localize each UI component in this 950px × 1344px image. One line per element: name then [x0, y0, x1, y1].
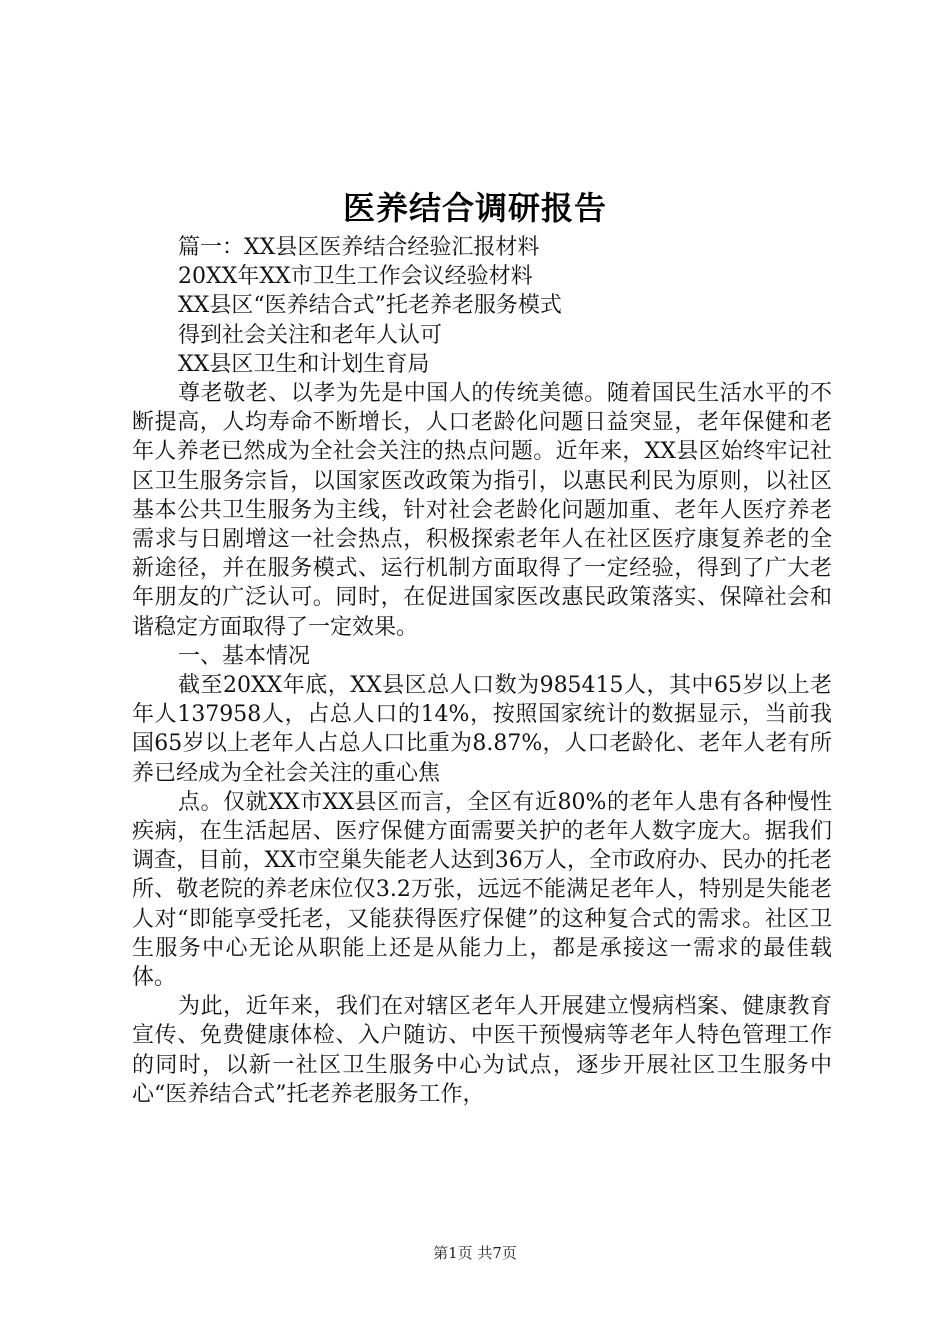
- header-line: 篇一：XX县区医养结合经验汇报材料: [178, 235, 540, 260]
- section-heading: 一、基本情况: [178, 643, 311, 669]
- body-paragraph: 为此，近年来，我们在对辖区老年人开展建立慢病档案、健康教育宣传、免费健康体检、入户随访、中医干预慢病等老年人特色管理工作的同时，以新一社区卫生服务中心为试点，逐步开展社区卫生服务中心“医养结合式”托老养老服务工作，: [132, 994, 832, 1107]
- header-line: 得到社会关注和老年人认可: [178, 322, 443, 348]
- document-body: [132, 233, 832, 1109]
- header-line: XX县区“医养结合式”托老养老服务模式: [178, 293, 562, 319]
- body-paragraph: 点。仅就XX市XX县区而言，全区有近80%的老年人患有各种慢性疾病，在生活起居、医疗保健方面需要关护的老年人数字庞大。据我们调查，目前，XX市空巢失能老人达到36万人，全市政府办、民办的托老所、敬老院的养老床位仅3.2万张，远远不能满足老年人，特别是失能老人对“即能享受托老，又能获得医疗保健”的这种复合式的需求。社区卫生服务中心无论从职能上还是从能力上，都是承接这一需求的最佳载体。: [132, 789, 832, 991]
- document-title: 医养结合调研报告: [342, 189, 607, 227]
- page-footer: 第1页 共7页: [433, 1244, 517, 1262]
- body-paragraph: 截至20XX年底，XX县区总人口数为985415人，其中65岁以上老年人137958人，占总人口的14%，按照国家统计的数据显示，当前我国65岁以上老年人占总人口比重为8.87%，人口老龄化、老年人老有所养已经成为全社会关注的重心焦: [132, 673, 832, 786]
- header-line: 20XX年XX市卫生工作会议经验材料: [178, 264, 533, 290]
- header-line: XX县区卫生和计划生育局: [178, 351, 430, 377]
- body-paragraph: 尊老敬老、以孝为先是中国人的传统美德。随着国民生活水平的不断提高，人均寿命不断增长，人口老龄化问题日益突显，老年保健和老年人养老已然成为全社会关注的热点问题。近年来，XX县区始终牢记社区卫生服务宗旨，以国家医改政策为指引，以惠民利民为原则，以社区基本公共卫生服务为主线，针对社会老龄化问题加重、老年人医疗养老需求与日剧增这一社会热点，积极探索老年人在社区医疗康复养老的全新途径，并在服务模式、运行机制方面取得了一定经验，得到了广大老年朋友的广泛认可。同时，在促进国家医改惠民政策落实、保障社会和谐稳定方面取得了一定效果。: [132, 381, 832, 640]
